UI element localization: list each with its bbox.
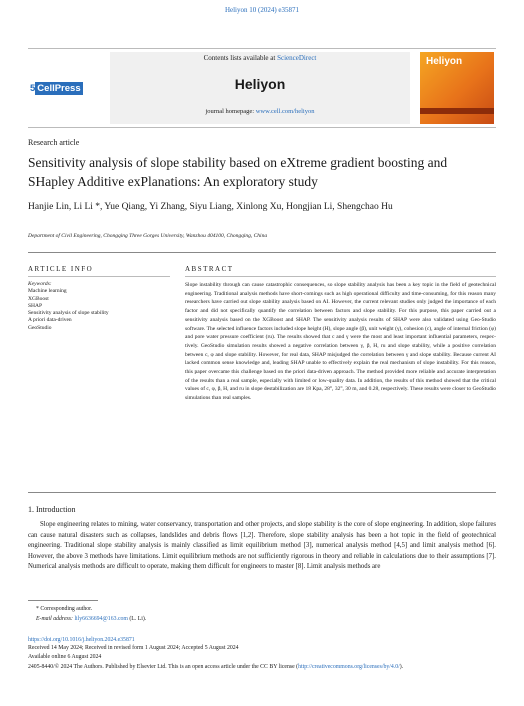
received-dates: Received 14 May 2024; Received in revised form 1 August 2024; Accepted 5 August 2024 xyxy=(28,645,239,651)
sciencedirect-link[interactable]: ScienceDirect xyxy=(277,54,317,62)
cover-stripe xyxy=(420,108,494,114)
journal-title: Heliyon xyxy=(234,76,286,92)
article-type: Research article xyxy=(28,138,80,147)
keyword: SHAP xyxy=(28,302,43,309)
keyword: Machine learning xyxy=(28,288,67,295)
journal-reference[interactable]: Heliyon 10 (2024) e35871 xyxy=(224,6,300,14)
keywords-heading: Keywords: xyxy=(28,281,52,287)
corresponding-author-note: * Corresponding author. xyxy=(36,606,93,612)
cover-title: Heliyon xyxy=(426,56,463,67)
email-note: E-mail address: lily6636694@163.com (L. Li). xyxy=(36,616,147,622)
keyword: Sensitivity analysis of slope stability xyxy=(28,310,109,317)
divider xyxy=(185,276,496,277)
keyword: GeoStudio xyxy=(28,324,52,331)
cellpress-logo[interactable] xyxy=(30,78,88,94)
article-title: Sensitivity analysis of slope stability based on eXtreme gradient boosting and SHapley Additive exPlanations: An exploratory study xyxy=(28,155,448,189)
email-link[interactable]: lily6636694@163.com xyxy=(74,616,128,622)
section-heading-introduction: 1. Introduction xyxy=(28,505,76,514)
journal-masthead xyxy=(110,52,410,124)
available-online: Available online 6 August 2024 xyxy=(28,654,102,660)
homepage-line: journal homepage: www.cell.com/heliyon xyxy=(205,108,315,115)
keywords-list xyxy=(28,281,178,332)
doi-link[interactable]: https://doi.org/10.1016/j.heliyon.2024.e35871 xyxy=(28,637,135,643)
divider xyxy=(28,492,496,493)
article-info-heading: ARTICLE INFO xyxy=(28,265,94,273)
footnote-divider xyxy=(28,600,98,601)
keyword: XGBoost xyxy=(28,295,49,302)
homepage-link[interactable]: www.cell.com/heliyon xyxy=(255,108,315,115)
divider xyxy=(28,252,496,253)
journal-cover-image[interactable] xyxy=(420,52,494,124)
introduction-paragraph: Slope engineering relates to mining, water conservancy, transportation and other projects, and slope stability is the core of slope engineering. In addition, slope failures can cause natural disasters such as collapses, landslides and debris flows [1,2]. Therefore, slope stability analysis has been a hot topic in the field of geotechnical engineering. Traditional slope stability analysis is mainly classified as limit equilibrium method [3], numerical analysis method [4,5] and limit analysis method [6]. However, the above 3 methods have limitations. Limit equilibrium methods are not sufficiently rigorous in theory and reliable in calculations due to their assumptions [7]. Numerical analysis methods are difficult to operate, making them difficult for engineers to master [8]. Limit analysis methods are xyxy=(28,521,496,570)
abstract-heading: ABSTRACT xyxy=(185,265,234,273)
divider xyxy=(28,276,170,277)
cellpress-logo-text: CellPress xyxy=(37,83,81,94)
cellpress-logo-five: 5 xyxy=(30,83,36,94)
license-link[interactable]: http://creativecommons.org/licenses/by/4.0/ xyxy=(298,664,400,670)
abstract-text: Slope instability through can cause catastrophic consequences, so slope stability analysis has been a key topic in the field of geotechnical engineering. Traditional analysis methods have short-comings such as high operational difficulty and time-consuming, for this reason many researchers have carried out slope stability analysis based on AI. However, the current relevant studies only judged the importance of each factor and did not specifically quantify the correlation between factors and slope stability. For this purpose, this paper carried out a sensitivity analysis based on the XGBoost and SHAP. The sensitivity analysis results of SHAP were also validated using Geo-Studio software. The selected influence factors included slope height (H), slope angle (β), unit weight (γ), cohesion (c), angle of internal friction (φ) and pore water pressure coefficient (ru). The results showed that c and γ were the most and least important influential parameters, respec-tively. GeoStudio simulation results showed a negative correlation between γ, β, H, ru and slope stability, while a positive correlation between c, φ and slope stability. However, for real data, SHAP misjudged the correlation between γ and slope stability. Because current AI lacked common sense knowledge and, leading SHAP unable to effectively explain the real mechanism of slope instability. For this reason, this paper overcame this challenge based on the priori data-driven approach. The method provided more reliable and accurate interpretation of the results than a real sample, especially with limited or low-quality data. In addition, the results of this method showed that the critical values of c, φ, β, H, and ru in slope destabilization are 18 Kpa, 28°, 32°, 30 m, and 0.28, respectively. These results were closer to GeoStudio simulations than real samples. xyxy=(185,282,496,402)
affiliation: Department of Civil Engineering, Chongqing Three Gorges University, Wanzhou 404100, Chongqing, China xyxy=(28,233,268,239)
keyword: A priori data-driven xyxy=(28,317,72,324)
contents-line: Contents lists available at ScienceDirect xyxy=(203,54,317,62)
author-list[interactable]: Hanjie Lin, Li Li *, Yue Qiang, Yi Zhang, Siyu Liang, Xinlong Xu, Hongjian Li, Shengchao Hu xyxy=(28,202,393,212)
license-statement: 2405-8440/© 2024 The Authors. Published by Elsevier Ltd. This is an open access article under the CC BY license (http://creativecommons.org/licenses/by/4.0/). xyxy=(28,664,404,670)
